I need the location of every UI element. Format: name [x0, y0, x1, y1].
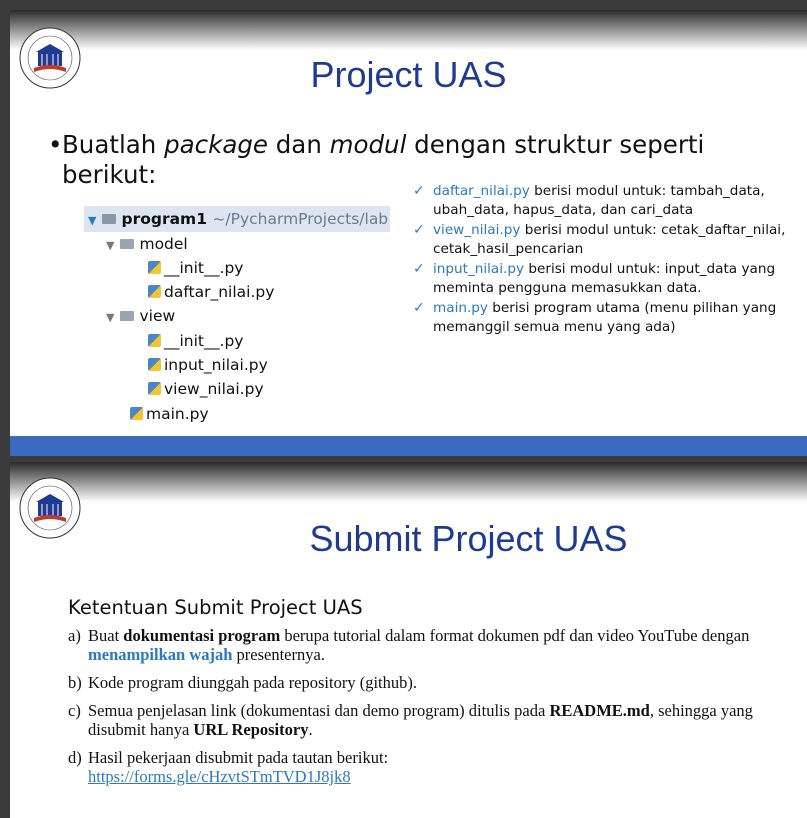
check-text: berisi modul untuk: tambah_data, ubah_data, hapus_data, dan cari_data	[433, 183, 765, 218]
python-file-icon	[148, 382, 161, 395]
check-text: berisi modul untuk: input_data yang meminta pengguna memasukkan data.	[433, 261, 776, 296]
item-bold: README.md	[549, 701, 650, 720]
tree-label: daftar_nilai.py	[164, 283, 275, 301]
submission-form-link[interactable]: https://forms.gle/cHzvtSTmTVD1J8jk8	[88, 767, 351, 786]
item-text: , sehingga yang disubmit hanya	[88, 701, 753, 739]
tree-root-label: program1	[121, 210, 207, 228]
check-filename: view_nilai.py	[433, 222, 521, 238]
checkmark-icon: ✓	[413, 300, 425, 316]
slide-project-uas	[10, 10, 807, 456]
item-text: Buat	[88, 626, 124, 645]
project-tree-screenshot	[84, 206, 390, 434]
tree-file-model-init	[148, 257, 243, 279]
tree-file-view-nilai	[148, 378, 264, 400]
item-label: b)	[68, 673, 82, 692]
requirement-a	[68, 626, 788, 664]
section-heading: Ketentuan Submit Project UAS	[68, 596, 363, 619]
requirement-d	[68, 748, 788, 786]
bullet-text: dengan struktur seperti	[406, 130, 705, 159]
item-text: Hasil pekerjaan disubmit pada tautan berikut:	[88, 748, 389, 767]
python-file-icon	[148, 358, 161, 371]
requirement-b	[68, 673, 788, 692]
bullet-dot: •	[48, 130, 63, 159]
bullet-text: Buatlah	[62, 130, 165, 159]
tree-file-input-nilai	[148, 354, 268, 376]
slide-title: Submit Project UAS	[309, 518, 628, 559]
item-bold: dokumentasi program	[123, 626, 281, 645]
tree-label: main.py	[146, 405, 209, 423]
tree-root-node	[88, 208, 388, 230]
slide-submit-project-uas	[10, 462, 807, 818]
check-text: berisi program utama (menu pilihan yang memanggil semua menu yang ada)	[433, 300, 777, 335]
folder-icon	[120, 311, 134, 321]
tree-file-daftar-nilai	[148, 281, 274, 303]
tree-root-path: ~/PycharmProjects/lab	[212, 210, 389, 228]
check-item	[413, 221, 803, 259]
python-file-icon	[148, 334, 161, 347]
requirement-c	[68, 701, 788, 739]
python-file-icon	[148, 285, 161, 298]
item-text: berupa tutorial dalam format dokumen pdf dan video YouTube dengan	[280, 626, 750, 645]
item-text: .	[308, 720, 313, 739]
check-item	[413, 260, 803, 298]
tree-file-view-init	[148, 330, 243, 352]
item-bold: URL Repository	[193, 720, 309, 739]
bullet-emphasis-modul: modul	[329, 130, 407, 159]
instruction-bullet	[48, 130, 762, 190]
expand-arrow-icon: ▼	[106, 311, 115, 324]
bullet-text: dan	[267, 130, 330, 159]
tree-label: model	[139, 235, 188, 253]
expand-arrow-icon: ▼	[106, 239, 115, 252]
item-label: a)	[68, 626, 81, 645]
python-file-icon	[130, 407, 143, 420]
check-text: berisi modul untuk: cetak_daftar_nilai, cetak_hasil_pencarian	[433, 222, 786, 257]
slide-top-gradient	[10, 10, 807, 50]
item-text: Kode program diunggah pada repository (github).	[88, 673, 418, 692]
slide-top-gradient	[10, 462, 807, 502]
module-descriptions	[413, 182, 803, 338]
check-item	[413, 299, 803, 337]
tree-folder-view	[106, 305, 175, 327]
item-label: d)	[68, 748, 82, 767]
checkmark-icon: ✓	[413, 183, 425, 199]
bullet-emphasis-package: package	[164, 130, 268, 159]
folder-icon	[120, 239, 134, 249]
python-file-icon	[148, 261, 161, 274]
tree-label: __init__.py	[164, 259, 244, 277]
tree-folder-model	[106, 233, 188, 255]
folder-icon	[102, 214, 116, 224]
item-label: c)	[68, 701, 81, 720]
check-filename: input_nilai.py	[433, 261, 525, 277]
slide-title: Project UAS	[310, 54, 507, 95]
item-text: Semua penjelasan link (dokumentasi dan demo program) ditulis pada	[88, 701, 550, 720]
tree-file-main	[130, 403, 209, 425]
check-filename: main.py	[433, 300, 488, 316]
item-highlight: menampilkan wajah	[88, 645, 233, 664]
slide-bottom-bar	[10, 436, 807, 456]
bullet-text-line2: berikut:	[62, 160, 157, 189]
tree-label: view_nilai.py	[164, 380, 264, 398]
submission-requirements	[68, 626, 788, 795]
expand-arrow-icon: ▼	[88, 214, 97, 227]
checkmark-icon: ✓	[413, 261, 425, 277]
check-item	[413, 182, 803, 220]
check-filename: daftar_nilai.py	[433, 183, 530, 199]
tree-label: view	[139, 307, 176, 325]
item-text: presenternya.	[232, 645, 325, 664]
tree-label: input_nilai.py	[164, 356, 268, 374]
tree-label: __init__.py	[164, 332, 244, 350]
checkmark-icon: ✓	[413, 222, 425, 238]
